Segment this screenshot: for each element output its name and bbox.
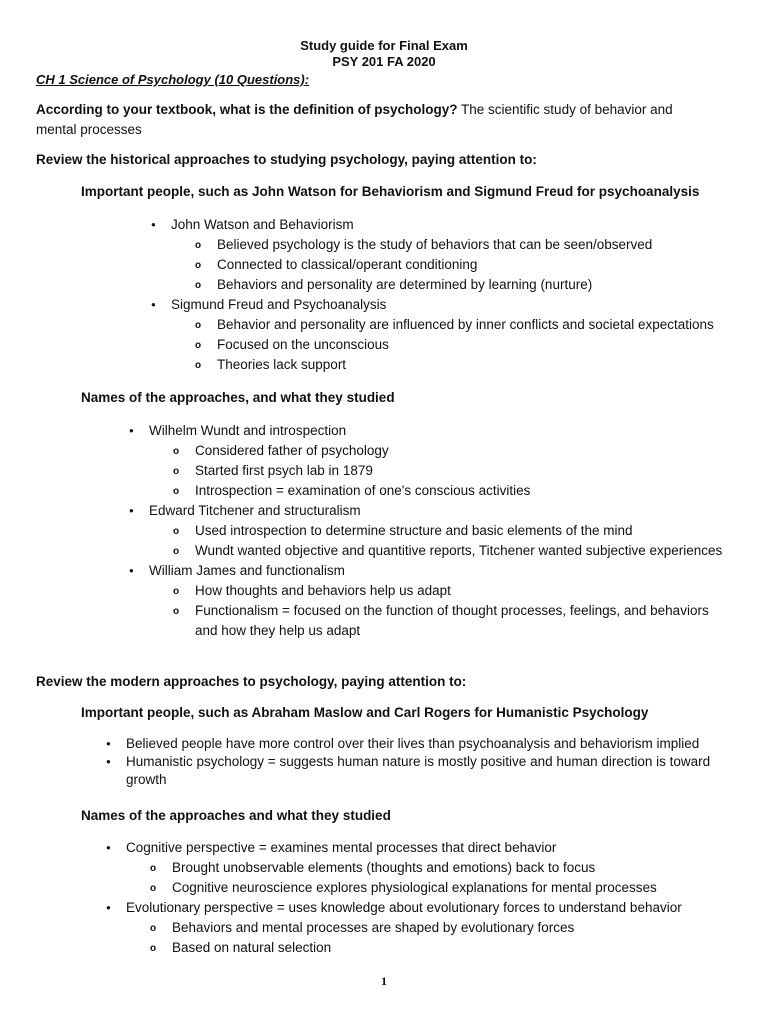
modern-approaches-list xyxy=(126,838,736,958)
list-item: o Based on natural selection xyxy=(172,938,736,958)
modern-people-list xyxy=(126,735,736,789)
list-item: o Used introspection to determine structure and basic elements of the mind xyxy=(195,521,729,541)
list-item: o How thoughts and behaviors help us adapt xyxy=(195,581,729,601)
definition-question: According to your textbook, what is the definition of psychology? xyxy=(36,102,458,117)
list-item: o Behaviors and mental processes are shaped by evolutionary forces xyxy=(172,918,736,938)
list-item: o Wundt wanted objective and quantitive reports, Titchener wanted subjective experiences xyxy=(195,541,729,561)
list-item: ● Believed people have more control over their lives than psychoanalysis and behaviorism implied xyxy=(126,735,736,753)
historical-heading: Review the historical approaches to studying psychology, paying attention to: xyxy=(36,152,537,167)
modern-approaches-heading: Names of the approaches and what they studied xyxy=(81,808,391,823)
list-item: o Functionalism = focused on the function of thought processes, feelings, and behaviors and how they help us adapt xyxy=(195,601,729,641)
modern-people-heading: Important people, such as Abraham Maslow and Carl Rogers for Humanistic Psychology xyxy=(81,705,649,720)
historical-approaches-heading: Names of the approaches, and what they studied xyxy=(81,390,395,405)
list-item: o Considered father of psychology xyxy=(195,441,729,461)
list-item: ● William James and functionalism o How thoughts and behaviors help us adapt o Functionalism = focused on the function of thought processes, feelings, and behaviors and how they help us adapt xyxy=(149,561,729,641)
list-item: o Started first psych lab in 1879 xyxy=(195,461,729,481)
definition-answer: The scientific study of behavior and mental processes xyxy=(36,102,673,137)
page-number: 1 xyxy=(381,974,387,988)
list-item: o Theories lack support xyxy=(217,355,751,375)
course-code: PSY 201 FA 2020 xyxy=(332,54,436,69)
list-item: o Introspection = examination of one's conscious activities xyxy=(195,481,729,501)
list-item: ● Sigmund Freud and Psychoanalysis o Behavior and personality are influenced by inner conflicts and societal expectations o Focused on the unconscious o Theories lack support xyxy=(171,295,751,375)
list-item: ● Wilhelm Wundt and introspection o Considered father of psychology o Started first psych lab in 1879 o Introspection = examination of one's conscious activities xyxy=(149,421,729,501)
chapter-heading: CH 1 Science of Psychology (10 Questions): xyxy=(36,72,310,87)
list-item: o Connected to classical/operant conditioning xyxy=(217,255,751,275)
list-item: ● Humanistic psychology = suggests human nature is mostly positive and human direction is toward growth xyxy=(126,753,736,789)
list-item: ● Evolutionary perspective = uses knowledge about evolutionary forces to understand behavior o Behaviors and mental processes are shaped by evolutionary forces o Based on natural selection xyxy=(126,898,736,958)
definition-paragraph xyxy=(36,100,716,140)
list-item: o Believed psychology is the study of behaviors that can be seen/observed xyxy=(217,235,751,255)
modern-heading: Review the modern approaches to psychology, paying attention to: xyxy=(36,674,467,689)
list-item: o Cognitive neuroscience explores physiological explanations for mental processes xyxy=(172,878,736,898)
list-item: ● Cognitive perspective = examines mental processes that direct behavior o Brought unobservable elements (thoughts and emotions) back to focus o Cognitive neuroscience explores physiological explanations for mental processes xyxy=(126,838,736,898)
list-item: o Behaviors and personality are determined by learning (nurture) xyxy=(217,275,751,295)
list-item: o Focused on the unconscious xyxy=(217,335,751,355)
list-item: o Behavior and personality are influenced by inner conflicts and societal expectations xyxy=(217,315,751,335)
historical-approaches-list xyxy=(149,421,729,641)
historical-people-list xyxy=(171,215,751,375)
historical-people-heading: Important people, such as John Watson for Behaviorism and Sigmund Freud for psychoanalysis xyxy=(81,184,700,199)
document-title: Study guide for Final Exam xyxy=(300,38,468,53)
list-item: ● Edward Titchener and structuralism o Used introspection to determine structure and basic elements of the mind o Wundt wanted objective and quantitive reports, Titchener wanted subjective experiences xyxy=(149,501,729,561)
list-item: ● John Watson and Behaviorism o Believed psychology is the study of behaviors that can be seen/observed o Connected to classical/operant conditioning o Behaviors and personality are determined by learning (nurture) xyxy=(171,215,751,295)
list-item: o Brought unobservable elements (thoughts and emotions) back to focus xyxy=(172,858,736,878)
